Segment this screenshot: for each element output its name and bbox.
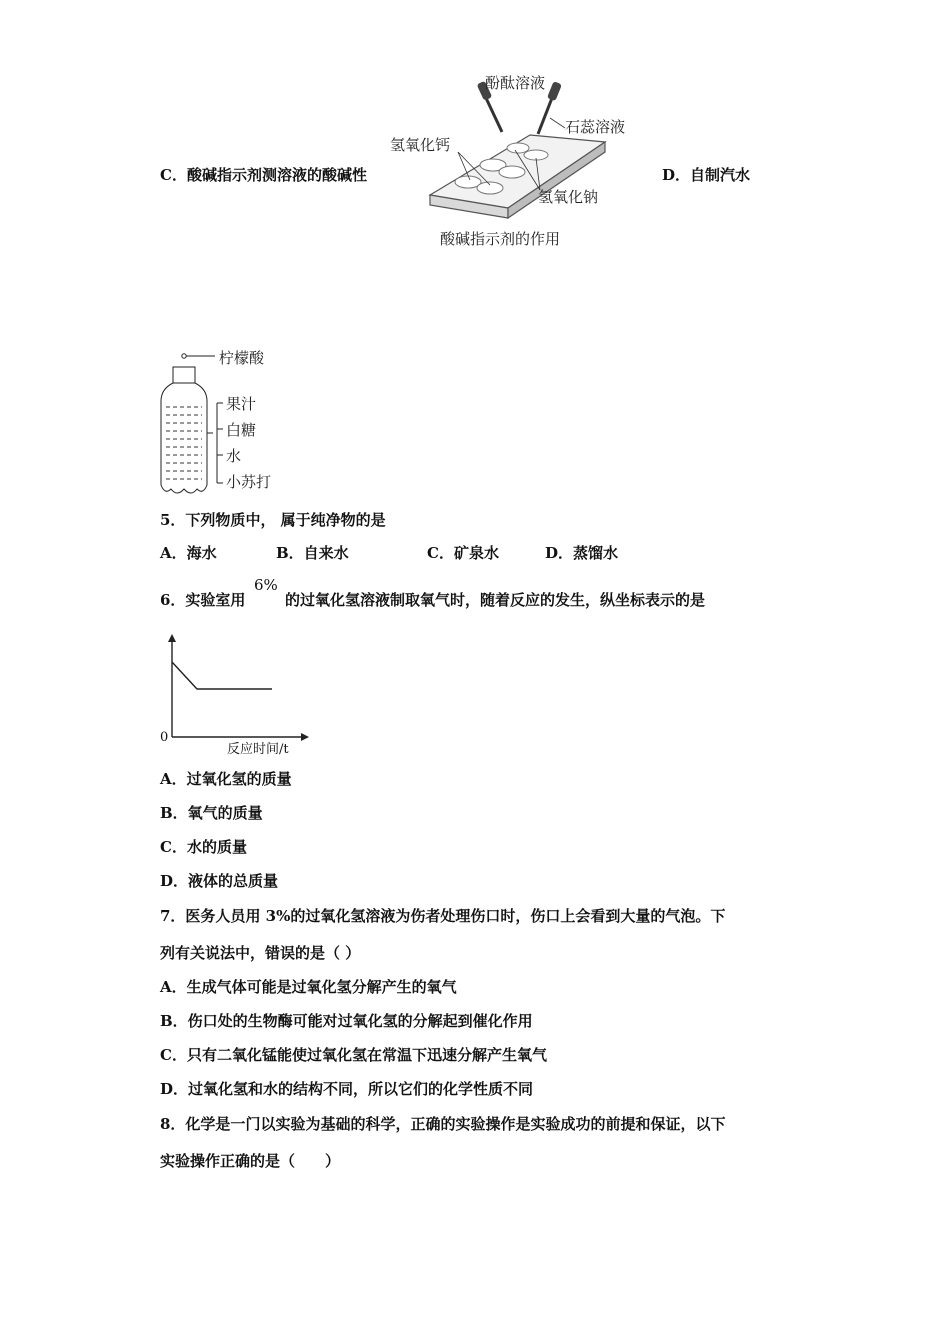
phenolphthalein-label: 酚酞溶液 <box>485 74 546 92</box>
q7-option-a: A．生成气体可能是过氧化氢分解产生的氧气 <box>160 978 457 996</box>
q7-option-b: B．伤口处的生物酶可能对过氧化氢的分解起到催化作用 <box>160 1012 533 1030</box>
bottle-illustration <box>155 345 295 500</box>
q7-stem-line2: 列有关说法中，错误的是（ ） <box>160 944 361 962</box>
q5-stem: 5．下列物质中， 属于纯净物的是 <box>160 511 386 529</box>
q4-option-d: D．自制汽水 <box>662 166 751 184</box>
water-label: 水 <box>226 447 242 465</box>
q6-option-c: C．水的质量 <box>160 838 247 856</box>
graph-origin: 0 <box>160 730 169 745</box>
q6-stem-prefix: 6．实验室用 <box>160 591 246 609</box>
q5-option-b: B．自来水 <box>276 544 349 562</box>
q6-option-b: B．氧气的质量 <box>160 804 263 822</box>
q6-stem-suffix: 的过氧化氢溶液制取氧气时，随着反应的发生，纵坐标表示的是 <box>285 591 706 609</box>
graph-x-label: 反应时间/t <box>227 742 289 757</box>
q5-option-d: D．蒸馏水 <box>545 544 619 562</box>
citric-acid-label: 柠檬酸 <box>219 349 265 367</box>
indicator-figure <box>390 70 650 255</box>
q7-option-c: C．只有二氧化锰能使过氧化氢在常温下迅速分解产生氧气 <box>160 1046 547 1064</box>
sugar-label: 白糖 <box>226 421 257 439</box>
baking-soda-label: 小苏打 <box>226 473 272 491</box>
graph-curve <box>172 662 272 689</box>
q6-option-a: A．过氧化氢的质量 <box>160 770 292 788</box>
q5-option-a: A．海水 <box>160 544 217 562</box>
q6-option-d: D．液体的总质量 <box>160 872 279 890</box>
figure-caption: 酸碱指示剂的作用 <box>440 230 561 248</box>
q8-stem-line1: 8．化学是一门以实验为基础的科学，正确的实验操作是实验成功的前提和保证，以下 <box>160 1115 726 1133</box>
q4-option-c: C．酸碱指示剂测溶液的酸碱性 <box>160 166 367 184</box>
juice-label: 果汁 <box>226 395 257 413</box>
sodium-hydroxide-label: 氢氧化钠 <box>538 188 599 206</box>
q6-percent: 6% <box>254 576 278 594</box>
q8-stem-line2: 实验操作正确的是（ ） <box>160 1152 341 1170</box>
q7-stem-line1: 7．医务人员用 3%的过氧化氢溶液为伤者处理伤口时，伤口上会看到大量的气泡。下 <box>160 907 726 925</box>
q6-graph <box>155 632 315 757</box>
q5-option-c: C．矿泉水 <box>427 544 499 562</box>
litmus-label: 石蕊溶液 <box>565 118 626 136</box>
q7-option-d: D．过氧化氢和水的结构不同，所以它们的化学性质不同 <box>160 1080 534 1098</box>
soda-bottle-figure <box>155 345 295 500</box>
calcium-hydroxide-label: 氢氧化钙 <box>390 136 451 154</box>
